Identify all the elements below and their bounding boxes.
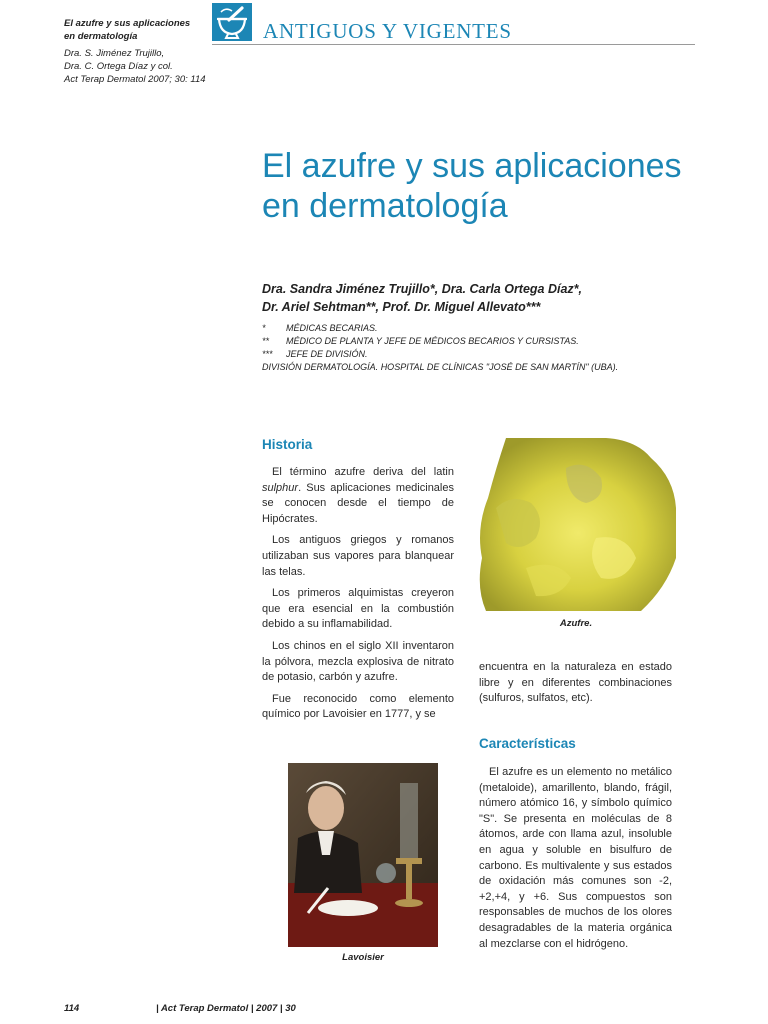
affiliation-mark: ** (262, 336, 270, 346)
affiliation-row (262, 322, 732, 335)
article-title (262, 146, 732, 226)
affiliation-row (262, 335, 732, 348)
paragraph (262, 465, 454, 527)
historia-column (262, 465, 454, 729)
latin-term: sulphur (262, 481, 299, 494)
affiliation-text: JEFE DE DIVISIÓN. (286, 349, 368, 359)
running-title-line: en dermatología (64, 31, 138, 42)
affiliations (262, 322, 732, 374)
running-authors (64, 47, 206, 86)
heading-historia: Historia (262, 437, 313, 452)
caption-lavoisier: Lavoisier (342, 952, 384, 963)
section-label: ANTIGUOS Y VIGENTES (263, 19, 512, 43)
paragraph: El azufre es un elemento no metálico (metaloide), amarillento, blando, frágil, número atómico 16, y símbolo químico "S". Se presenta en moléculas de 8 átomos, arde con llama azul, insoluble en agua y soluble en bisulfuro de carbono. Es multivalente y sus estados de oxidación más comunes son -2, +2,+4, y +6. Sus compuestos son responsables de muchos de los olores desagradables de la materia orgánica al mezclarse con el hidrógeno. (479, 766, 672, 950)
paragraph: Fue reconocido como elemento químico por Lavoisier en 1777, y se (262, 692, 454, 721)
sulfur-photo (476, 438, 676, 611)
mortar-pestle-icon (212, 3, 252, 41)
affiliation-row (262, 348, 732, 361)
affiliation-text: MÉDICO DE PLANTA Y JEFE DE MÉDICOS BECARIOS Y CURSISTAS. (286, 336, 579, 346)
paragraph-text: . Sus aplicaciones medicinales se conocen desde el tiempo de Hipócrates. (262, 481, 454, 525)
page-number: 114 (64, 1003, 80, 1014)
sulfur-image (476, 438, 676, 611)
header-rule (212, 44, 695, 45)
paragraph: Los chinos en el siglo XII inventaron la pólvora, mezcla explosiva de nitrato de potasio, carbón y azufre. (262, 639, 454, 684)
running-author-line: Dra. S. Jiménez Trujillo, (64, 48, 165, 59)
paragraph: encuentra en la naturaleza en estado libre y en diferentes combinaciones (sulfuros, sulfatos, etc). (479, 661, 672, 705)
heading-caracteristicas: Características (479, 736, 576, 751)
affiliation-text: MÉDICAS BECARIAS. (286, 323, 378, 333)
lavoisier-image (288, 763, 438, 947)
paragraph: Los primeros alquimistas creyeron que era esencial en la combustión debido a su inflamabilidad. (262, 587, 454, 631)
article-title-line: El azufre y sus aplicaciones (262, 147, 682, 185)
footer-journal: | Act Terap Dermatol | 2007 | 30 (156, 1003, 296, 1014)
running-title (64, 17, 190, 43)
paragraph-text: El término azufre deriva del latin (272, 466, 454, 478)
authors-line: Dra. Sandra Jiménez Trujillo*, Dra. Carla Ortega Díaz*, (262, 282, 583, 296)
affiliation-mark: *** (262, 349, 273, 359)
lavoisier-portrait (288, 763, 438, 947)
caracteristicas-column (479, 765, 672, 958)
historia-continuation (479, 660, 672, 713)
paragraph: Los antiguos griegos y romanos utilizaban sus vapores para blanquear las telas. (262, 534, 454, 578)
affiliation-mark: * (262, 323, 266, 333)
running-title-line: El azufre y sus aplicaciones (64, 18, 191, 29)
authors-line: Dr. Ariel Sehtman**, Prof. Dr. Miguel Allevato*** (262, 300, 541, 314)
running-author-line: Dra. C. Ortega Díaz y col. (64, 61, 173, 72)
section-logo (212, 3, 252, 41)
institution: DIVISIÓN DERMATOLOGÍA. HOSPITAL DE CLÍNICAS "JOSÉ DE SAN MARTÍN" (UBA). (262, 362, 619, 372)
citation: Act Terap Dermatol 2007; 30: 114 (64, 74, 206, 85)
article-title-line: en dermatología (262, 187, 508, 225)
caption-sulfur: Azufre. (559, 618, 593, 629)
authors (262, 280, 722, 316)
